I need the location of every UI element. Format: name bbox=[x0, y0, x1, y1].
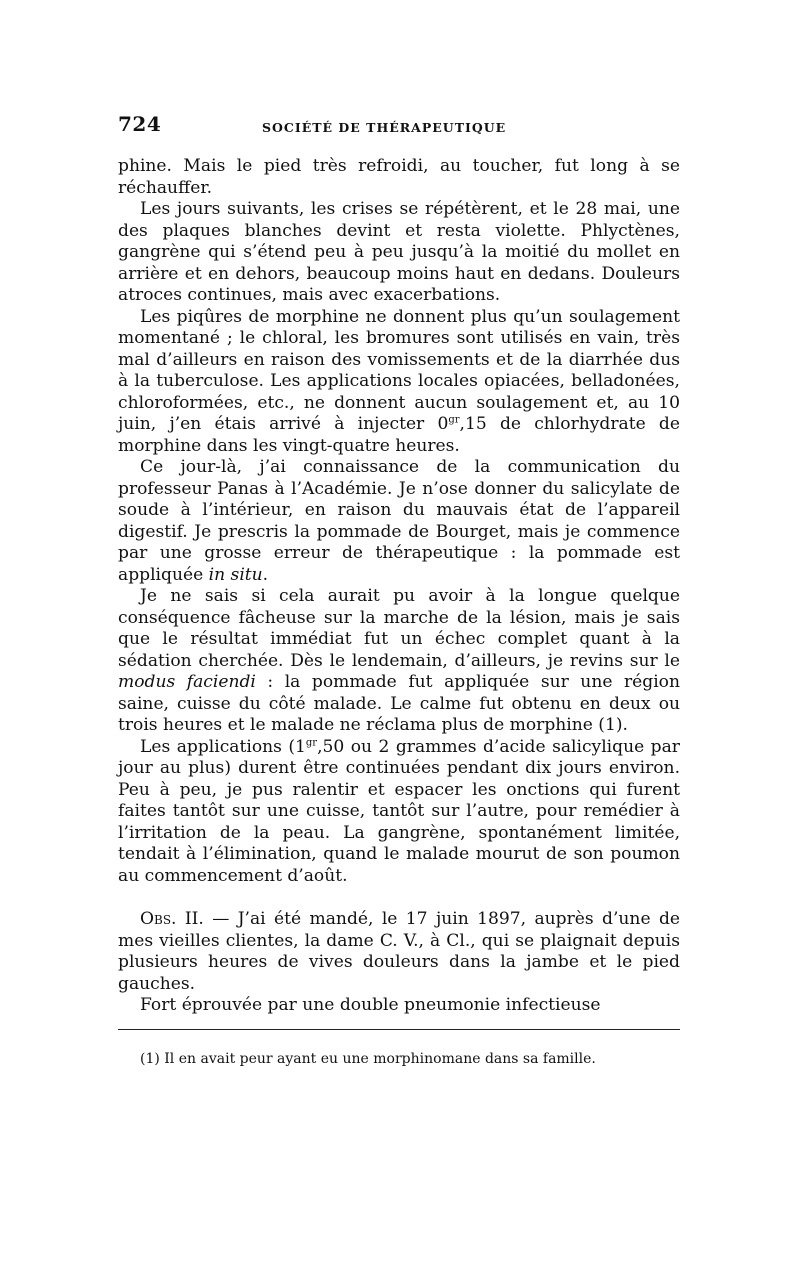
paragraph-2-text: Les jours suivants, les crises se répétèrent, et le 28 mai, une des plaques blanches devint et resta violette. Phlyctènes, gangrène qui s’étend peu à peu jusqu’à la moitié du mollet en arrière et en dehors, beaucoup moins haut en dedans. Douleurs atroces continues, mais avec exacerbations. bbox=[118, 199, 680, 305]
paragraph-6-text-b: ,50 ou 2 grammes d’acide salicylique par jour au plus) durent être continuées pendant dix jours environ. Peu à peu, je pus ralentir et espacer les onctions qui furent faites tantôt sur une cuisse, tantôt sur l’autre, pour remédier à l’irritation de la peau. La gangrène, spontanément limitée, tendait à l’élimination, quand le malade mourut de son poumon au commencement d’août. bbox=[118, 736, 680, 886]
paragraph-6 bbox=[118, 737, 680, 888]
paragraph-4-text-a: Ce jour-là, j’ai connaissance de la communication du professeur Panas à l’Académie. Je n’ose donner du salicylate de soude à l’intérieur, en raison du mauvais état de l’appareil digestif. Je prescris la pommade de Bourget, mais je commence par une grosse erreur de thérapeutique : la pommade est appliquée bbox=[118, 457, 680, 585]
paragraph-6-sup: gr bbox=[305, 736, 318, 748]
paragraph-1-text: phine. Mais le pied très refroidi, au toucher, fut long à se réchauffer. bbox=[118, 156, 680, 198]
body-text bbox=[118, 156, 680, 1017]
observation-label: Obs. II. bbox=[140, 909, 204, 929]
running-header bbox=[118, 108, 680, 138]
paragraph-5-text-a: Je ne sais si cela aurait pu avoir à la longue quelque conséquence fâcheuse sur la marche de la lésion, mais je sais que le résultat immédiat fut un échec complet quant à la sédation cherchée. Dès le lendemain, d’ailleurs, je revins sur le bbox=[118, 586, 680, 671]
paragraph-1 bbox=[118, 156, 680, 199]
paragraph-8 bbox=[118, 995, 680, 1017]
book-page bbox=[118, 108, 680, 1068]
paragraph-4-text-b: . bbox=[262, 564, 269, 585]
paragraph-4-italic: in situ bbox=[208, 564, 263, 585]
footnote-divider bbox=[118, 1029, 680, 1030]
page-number: 724 bbox=[118, 112, 162, 136]
paragraph-3-sup: gr bbox=[448, 414, 460, 426]
paragraph-5-text-b: : la pommade fut appliquée sur une région saine, cuisse du côté malade. Le calme fut obtenu en deux ou trois heures et le malade ne réclama plus de morphine (1). bbox=[118, 672, 680, 735]
footnote: (1) Il en avait peur ayant eu une morphinomane dans sa famille. bbox=[140, 1050, 596, 1067]
paragraph-3-text-b: ,15 de chlorhydrate de morphine dans les vingt-quatre heures. bbox=[118, 414, 680, 456]
paragraph-6-text-a: Les applications (1 bbox=[140, 736, 306, 757]
running-title: SOCIÉTÉ DE THÉRAPEUTIQUE bbox=[262, 120, 507, 135]
paragraph-5-italic: modus faciendi bbox=[118, 672, 256, 692]
paragraph-3-text-a: Les piqûres de morphine ne donnent plus qu’un soulagement momentané ; le chloral, les bromures sont utilisés en vain, très mal d’ailleurs en raison des vomissements et de la diarrhée dus à la tuberculose. Les applications locales opiacées, belladonées, chloroformées, etc., ne donnent aucun soulagement et, au 10 juin, j’en étais arrivé à injecter 0 bbox=[118, 306, 680, 434]
paragraph-8-text: Fort éprouvée par une double pneumonie infectieuse bbox=[140, 995, 601, 1015]
observation-text: — J’ai été mandé, le 17 juin 1897, auprès d’une de mes vieilles clientes, la dame C. V., à Cl., qui se plaignait depuis plusieurs heures de vives douleurs dans la jambe et le pied gauches. bbox=[118, 909, 681, 994]
observation-paragraph bbox=[118, 909, 680, 995]
paragraph-3 bbox=[118, 307, 680, 458]
paragraph-2 bbox=[118, 199, 680, 307]
paragraph-5 bbox=[118, 586, 680, 737]
paragraph-4 bbox=[118, 457, 680, 586]
